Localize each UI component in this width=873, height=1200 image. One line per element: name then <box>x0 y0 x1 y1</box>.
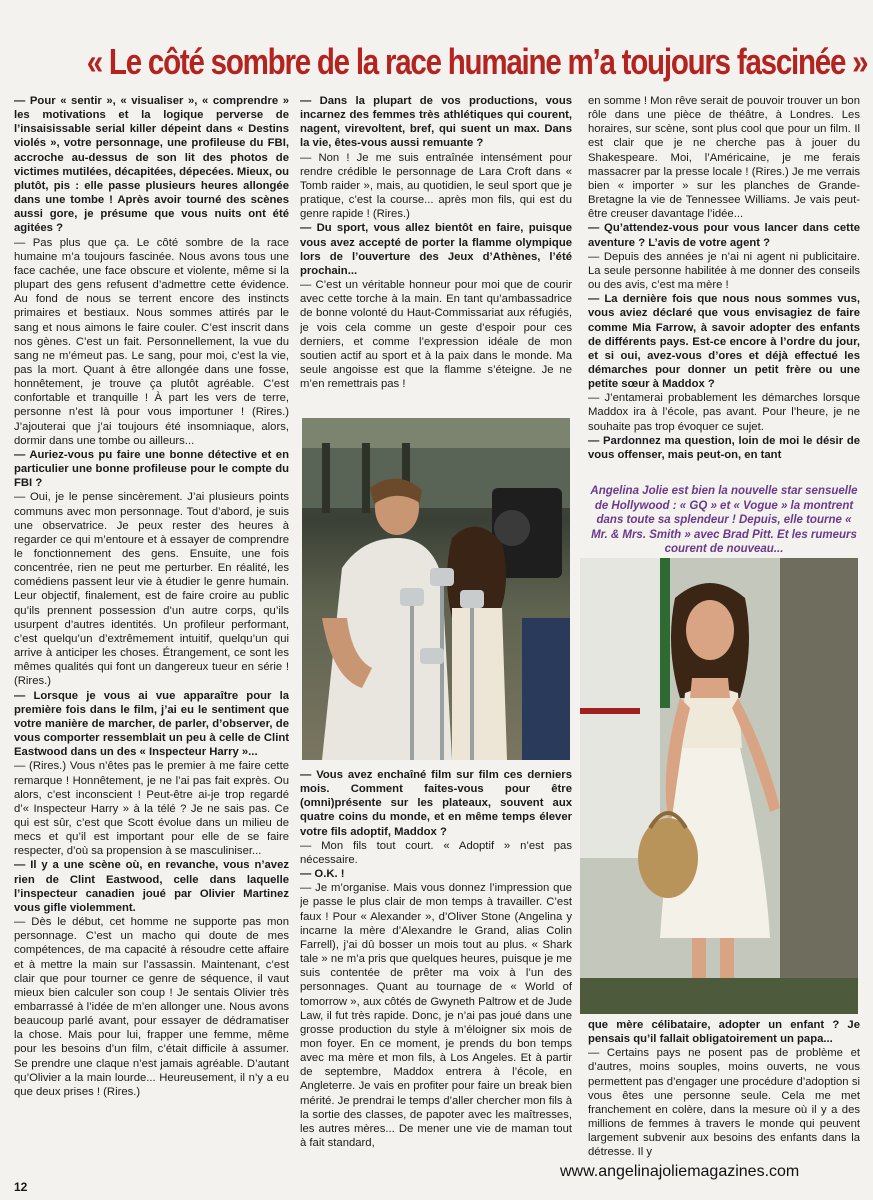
interview-answer: — Dès le début, cet homme ne supporte pas mon personnage. C’est un macho qui doute de mes compétences, de ma capacité à résoudre cette affaire et à mettre la main sur l’assassin. Maintenant, c’est clair que pour tourner ce genre de séquence, il vaut mieux bien calculer son coup ! Je sentais Olivier très embarrassé à l’idée de m’en allonger une. Nous avons beaucoup parlé avant, pour essayer de dédramatiser la chose. Mais pour lui, frapper une femme, même pour les besoins d’un film, c’était difficile à assumer. Se prendre une claque n’est jamais agréable. D’autant qu’Olivier a la main lourde... Heureusement, il n’y a eu que deux prises ! (Rires.) <box>14 916 289 1098</box>
interview-question: — Lorsque je vous ai vue apparaître pour la première fois dans le film, j’ai eu le sentiment que votre manière de marcher, de parler, d’observer, de vous comporter ressemblait un peu à celle de Clint Eastwood dans un des « Inspecteur Harry »... <box>14 689 289 759</box>
interview-question: — Pour « sentir », « visualiser », « comprendre » les motivations et la logique perverse de l’insaisissable serial killer dépeint dans « Destins violés », votre personnage, une profileuse du FBI, accroche au-dessus de son lit des photos de victimes mutilées, décapitées, dépecées. Mieux, ou plutôt, pis : elle passe plusieurs heures allongée dans une tombe ! Après avoir tourné des scènes aussi gore, je présume que vous nuits ont été agitées ? <box>14 95 289 235</box>
interview-question: — Pardonnez ma question, loin de moi le désir de vous offenser, mais peut-on, en tant <box>588 434 860 461</box>
interview-answer: — Pas plus que ça. Le côté sombre de la race humaine m’a toujours fascinée. Nous avons tous une face cachée, une face obscure et violente, même si la plupart des gens refusent d’admettre cette évidence. Au fond de nous se terrent encore des instincts primaires et bestiaux. Nous sommes attirés par le sang et nous aimons le faire couler. C’est inscrit dans nos gènes. C’est un fait. Personnellement, la vue du sang ne m’émeut pas. Le sang, pour moi, c’est la vie, pas la mort. Quant à être allongée dans une fosse, honnêtement, je trouve ça plutôt agréable. C’est confortable et tranquille ! À part les vers de terre, personne n’est là pour vous importuner ! (Rires.) J’ajouterai que j’ai toujours été insomniaque, alors, dormir dans une tombe ou ailleurs... <box>14 236 289 447</box>
interview-answer: — Oui, je le pense sincèrement. J’ai plusieurs points communs avec mon personnage. Tout d’abord, je suis une observatrice. Je peux rester des heures à regarder ce qui m’entoure et à essayer de comprendre le fonctionnement des gens. Ensuite, une fois concentrée, rien ne peut me perturber. En réalité, les comédiens passent leur vie à étudier le genre humain. Leur objectif, finalement, est de faire croire au public qu’ils prennent possession d’un autre corps, qu’ils usurpent d’autres identités. Un profileur performant, c’est quelqu’un d’extrêmement intuitif, quelqu’un qui arrive à anticiper les choses. Étrangement, ce sont les mêmes qualités qui font un dangereux tueur en série ! (Rires.) <box>14 491 289 688</box>
interview-answer: — (Rires.) Vous n’êtes pas le premier à me faire cette remarque ! Honnêtement, je ne l’ai pas fait exprès. Ou alors, c’est inconscient ! Peut-être ai-je trop regardé d’« Inspecteur Harry » à la télé ? Je ne sais pas. Ce qui est sûr, c’est que Scott évolue dans un milieu de mecs et qu’il est important pour elle de se faire respecter, d’où sa propension à se masculiniser... <box>14 760 289 858</box>
interview-answer: — Depuis des années je n’ai ni agent ni publicitaire. La seule personne habilitée à me donner des conseils ou des avis, c’est ma mère ! <box>588 250 860 292</box>
website-watermark: www.angelinajoliemagazines.com <box>560 1163 800 1180</box>
interview-question: — La dernière fois que nous nous sommes vus, vous aviez déclaré que vous envisagiez de faire comme Mia Farrow, à savoir adopter des enfants de différents pays. Est-ce encore à l’ordre du jour, et si oui, avez-vous d’ores et déjà effectué les démarches pour donner un petit frère ou une petite sœur à Maddox ? <box>588 293 860 391</box>
column-2-bottom <box>300 768 572 1178</box>
column-3-bottom <box>588 1018 860 1183</box>
interview-answer: — Mon fils tout court. « Adoptif » n’est pas nécessaire. <box>300 839 572 866</box>
photo-caption: Angelina Jolie est bien la nouvelle star sensuelle de Hollywood : « GQ » et « Vogue » la montrent dans toute sa splendeur ! Depuis, elle tourne « Mr. & Mrs. Smith » avec Brad Pitt. Et les rumeurs courent de nouveau... <box>590 485 858 555</box>
interview-answer: — C’est un véritable honneur pour moi que de courir avec cette torche à la main. En tant qu’ambassadrice de bonne volonté du Haut-Commissariat aux réfugiés, je vois cela comme un geste d’espoir pour ces derniers, et comme l’expression idéale de mon soutien actif au sport et à la paix dans le monde. Ma seule angoisse est que la flamme s’éteigne. Je ne m’en remettrais pas ! <box>300 279 572 391</box>
interview-question: que mère célibataire, adopter un enfant ? Je pensais qu’il fallait obligatoirement un papa... <box>588 1019 860 1046</box>
actress-illustration <box>580 558 858 1014</box>
interview-answer: — Non ! Je me suis entraînée intensément pour rendre crédible le personnage de Lara Croft dans « Tomb raider », mais, au quotidien, le seul sport que je pratique, c’est la course... après mon fils, qui est du genre rapide ! (Rires.) <box>300 151 572 221</box>
interview-answer: — Je m’organise. Mais vous donnez l’impression que je passe le plus clair de mon temps à travailler. C’est faux ! Pour « Alexander », d’Oliver Stone (Angelina y incarne la mère d’Alexandre le Grand, alias Colin Farrell), j’ai dû bosser un mois tout au plus. « Shark tale » ne m’a pris que quelques heures, puisque je me suis contentée de prêter ma voix à l’un des personnages. Quant au tournage de « World of tomorrow », aux côtés de Gwyneth Paltrow et de Jude Law, il fut très rapide. Donc, je n’ai pas joué dans une grosse production du style à m’éloigner six mois de mon foyer. En ce moment, je prends du bon temps avec ma mère et mon fils, à Los Angeles. Et à partir de septembre, Maddox entrera à l’école, en Angleterre. Je vais en profiter pour faire un break bien mérité. Je prendrai le temps d’aller chercher mon fils à la sortie des classes, de papoter avec les maîtresses, les autres mères... De mener une vie de maman tout à fait standard, <box>300 882 572 1150</box>
column-3-top <box>588 94 860 482</box>
interview-question: — Vous avez enchaîné film sur film ces derniers mois. Comment faites-vous pour être (omni)présente sur les plateaux, souvent aux quatre coins du monde, et en même temps élever votre fils adoptif, Maddox ? <box>300 769 572 838</box>
interview-answer: — J’entamerai probablement les démarches lorsque Maddox ira à l’école, pas avant. Pour l’heure, je ne souhaite pas trop évoquer ce sujet. <box>588 392 860 433</box>
interview-answer: — Certains pays ne posent pas de problème et d’autres, moins souples, moins ouverts, ne vous permettent pas d’engager une procédure d’adoption si vous êtes une personne seule. Cela me met franchement en colère, dans la mesure où il y a des millions de femmes à travers le monde qui peuvent largement subvenir aux besoins des enfants dans la détresse. Il y <box>588 1047 860 1159</box>
film-set-illustration <box>302 418 570 760</box>
interview-question: — Du sport, vous allez bientôt en faire, puisque vous avez accepté de porter la flamme olympique lors de l’ouverture des Jeux d’Athènes, l’été prochain... <box>300 222 572 277</box>
interview-question: — Il y a une scène où, en revanche, vous n’avez rien de Clint Eastwood, celle dans laquelle l’inspecteur canadien joué par Olivier Martinez vous gifle violemment. <box>14 859 289 914</box>
column-2-top <box>300 94 572 409</box>
page-number: 12 <box>14 1180 28 1194</box>
interview-question: — O.K. ! <box>300 868 345 881</box>
column-1 <box>14 94 289 1166</box>
page-headline: « Le côté sombre de la race humaine m’a toujours fascinée » <box>86 41 868 82</box>
interview-question: — Auriez-vous pu faire une bonne détective et en particulier une bonne profileuse pour le compte du FBI ? <box>14 448 289 490</box>
interview-question: — Dans la plupart de vos productions, vous incarnez des femmes très athlétiques qui courent, nagent, virevoltent, bref, qui suent un max. Dans la vie, êtes-vous aussi remuante ? <box>300 95 572 150</box>
actress-photo <box>580 558 858 1014</box>
interview-question: — Qu’attendez-vous pour vous lancer dans cette aventure ? L’avis de votre agent ? <box>588 222 860 249</box>
film-set-photo <box>302 418 570 760</box>
interview-answer: en somme ! Mon rêve serait de pouvoir trouver un bon rôle dans une pièce de théâtre, à Londres. Les horaires, sur scène, sont plus cool que pour un film. Il est clair que je ne cherche pas à jouer du Shakespeare. Moi, l’Américaine, je me ferais massacrer par la presse locale ! (Rires.) Je me verrais bien « importer » sur les planches de Grande-Bretagne la vie de Tennessee Williams. Je vais peut-être creuser davantage l’idée... <box>588 95 860 221</box>
